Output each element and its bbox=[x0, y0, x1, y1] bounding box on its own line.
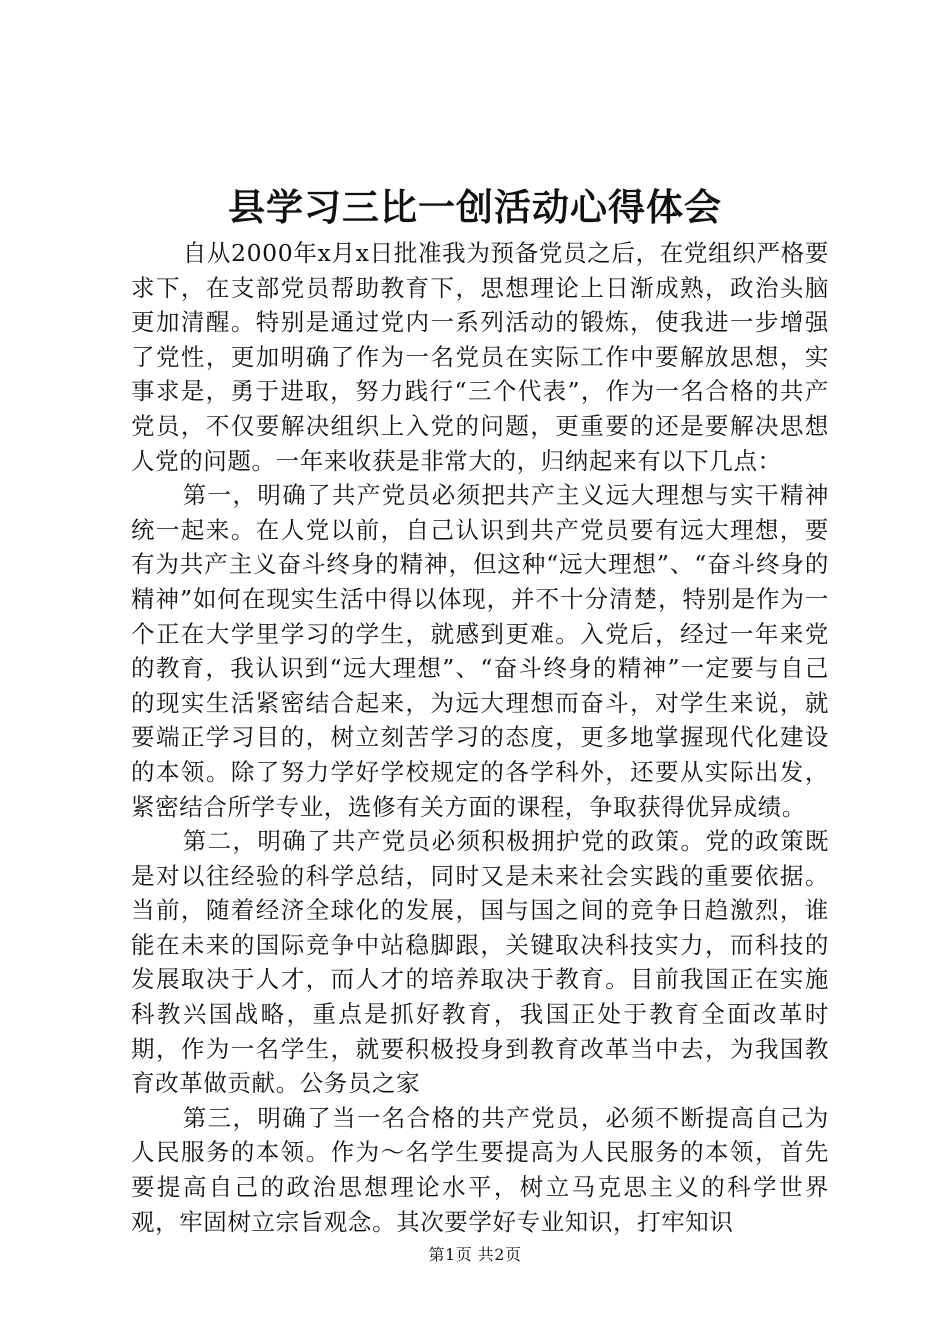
paragraph-intro: 自从2000年x月x日批准我为预备党员之后，在党组织严格要求下，在支部党员帮助教育下，思想理论上日渐成熟，政治头脑更加清醒。特别是通过党内一系列活动的锻炼，使我进一步增强了党性，更加明确了作为一名党员在实际工作中要解放思想，实事求是，勇于进取，努力践行“三个代表”，作为一名合格的共产党员，不仅要解决组织上入党的问题，更重要的还是要解决思想人党的问题。一年来收获是非常大的，归纳起来有以下几点： bbox=[131, 239, 829, 475]
page-footer: 第1页 共2页 bbox=[428, 1245, 522, 1264]
document-title: 县学习三比一创活动心得体会 bbox=[228, 186, 722, 229]
document-body bbox=[131, 236, 829, 1239]
paragraph-second-point: 第二，明确了共产党员必须积极拥护党的政策。党的政策既是对以往经验的科学总结，同时又是未来社会实践的重要依据。当前，随着经济全球化的发展，国与国之间的竞争日趋激烈，谁能在未来的国际竞争中站稳脚跟，关键取决科技实力，而科技的发展取决于人才，而人才的培养取决于教育。目前我国正在实施科教兴国战略，重点是抓好教育，我国正处于教育全面改革时期，作为一名学生，就要积极投身到教育改革当中去，为我国教育改革做贡献。公务员之家 bbox=[131, 827, 829, 1098]
paragraph-first-point: 第一，明确了共产党员必须把共产主义远大理想与实干精神统一起来。在人党以前，自己认识到共产党员要有远大理想，要有为共产主义奋斗终身的精神，但这种“远大理想”、“奋斗终身的精神”如何在现实生活中得以体现，并不十分清楚，特别是作为一个正在大学里学习的学生，就感到更难。入党后，经过一年来党的教育，我认识到“远大理想”、“奋斗终身的精神”一定要与自己的现实生活紧密结合起来，为远大理想而奋斗，对学生来说，就要端正学习目的，树立刻苦学习的态度，更多地掌握现代化建设的本领。除了努力学好学校规定的各学科外，还要从实际出发，紧密结合所学专业，选修有关方面的课程，争取获得优异成绩。 bbox=[131, 481, 829, 821]
paragraph-third-point: 第三，明确了当一名合格的共产党员，必须不断提高自己为人民服务的本领。作为～名学生要提高为人民服务的本领，首先要提高自己的政治思想理论水平，树立马克思主义的科学世界观，牢固树立宗旨观念。其次要学好专业知识，打牢知识 bbox=[131, 1103, 829, 1236]
